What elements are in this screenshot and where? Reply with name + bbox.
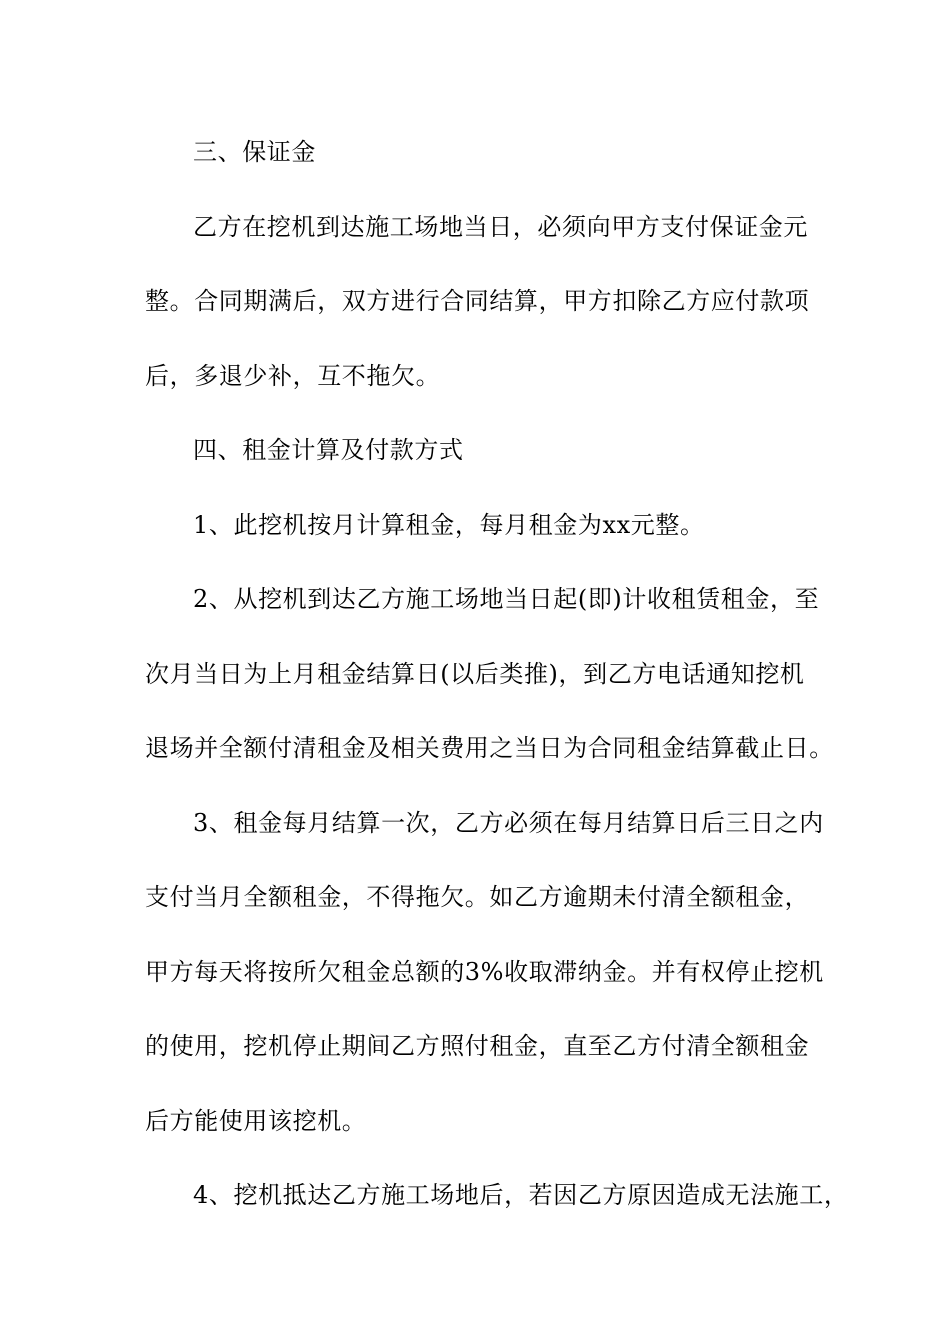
- paragraph-line: 甲方每天将按所欠租金总额的3%收取滞纳金。并有权停止挖机: [145, 958, 824, 986]
- paragraph-line: 的使用，挖机停止期间乙方照付租金，直至乙方付清全额租金: [145, 1032, 810, 1060]
- paragraph-line: 3、租金每月结算一次，乙方必须在每月结算日后三日之内: [193, 809, 824, 837]
- paragraph-line: 支付当月全额租金，不得拖欠。如乙方逾期未付清全额租金，: [145, 883, 810, 911]
- paragraph-line: 次月当日为上月租金结算日(以后类推)，到乙方电话通知挖机: [145, 660, 805, 688]
- section-heading-rent: 四、租金计算及付款方式: [193, 436, 464, 464]
- paragraph-line: 退场并全额付清租金及相关费用之当日为合同租金结算截止日。: [145, 734, 834, 762]
- paragraph-line: 乙方在挖机到达施工场地当日，必须向甲方支付保证金元: [193, 213, 808, 241]
- section-heading-deposit: 三、保证金: [193, 138, 316, 166]
- paragraph-line: 4、挖机抵达乙方施工场地后，若因乙方原因造成无法施工，: [193, 1181, 849, 1209]
- paragraph-line: 后，多退少补，互不拖欠。: [145, 362, 441, 390]
- paragraph-line: 整。合同期满后，双方进行合同结算，甲方扣除乙方应付款项: [145, 287, 810, 315]
- paragraph-line: 后方能使用该挖机。: [145, 1107, 367, 1135]
- paragraph-line: 2、从挖机到达乙方施工场地当日起(即)计收租赁租金，至: [193, 585, 820, 613]
- paragraph-line: 1、此挖机按月计算租金，每月租金为xx元整。: [193, 511, 705, 539]
